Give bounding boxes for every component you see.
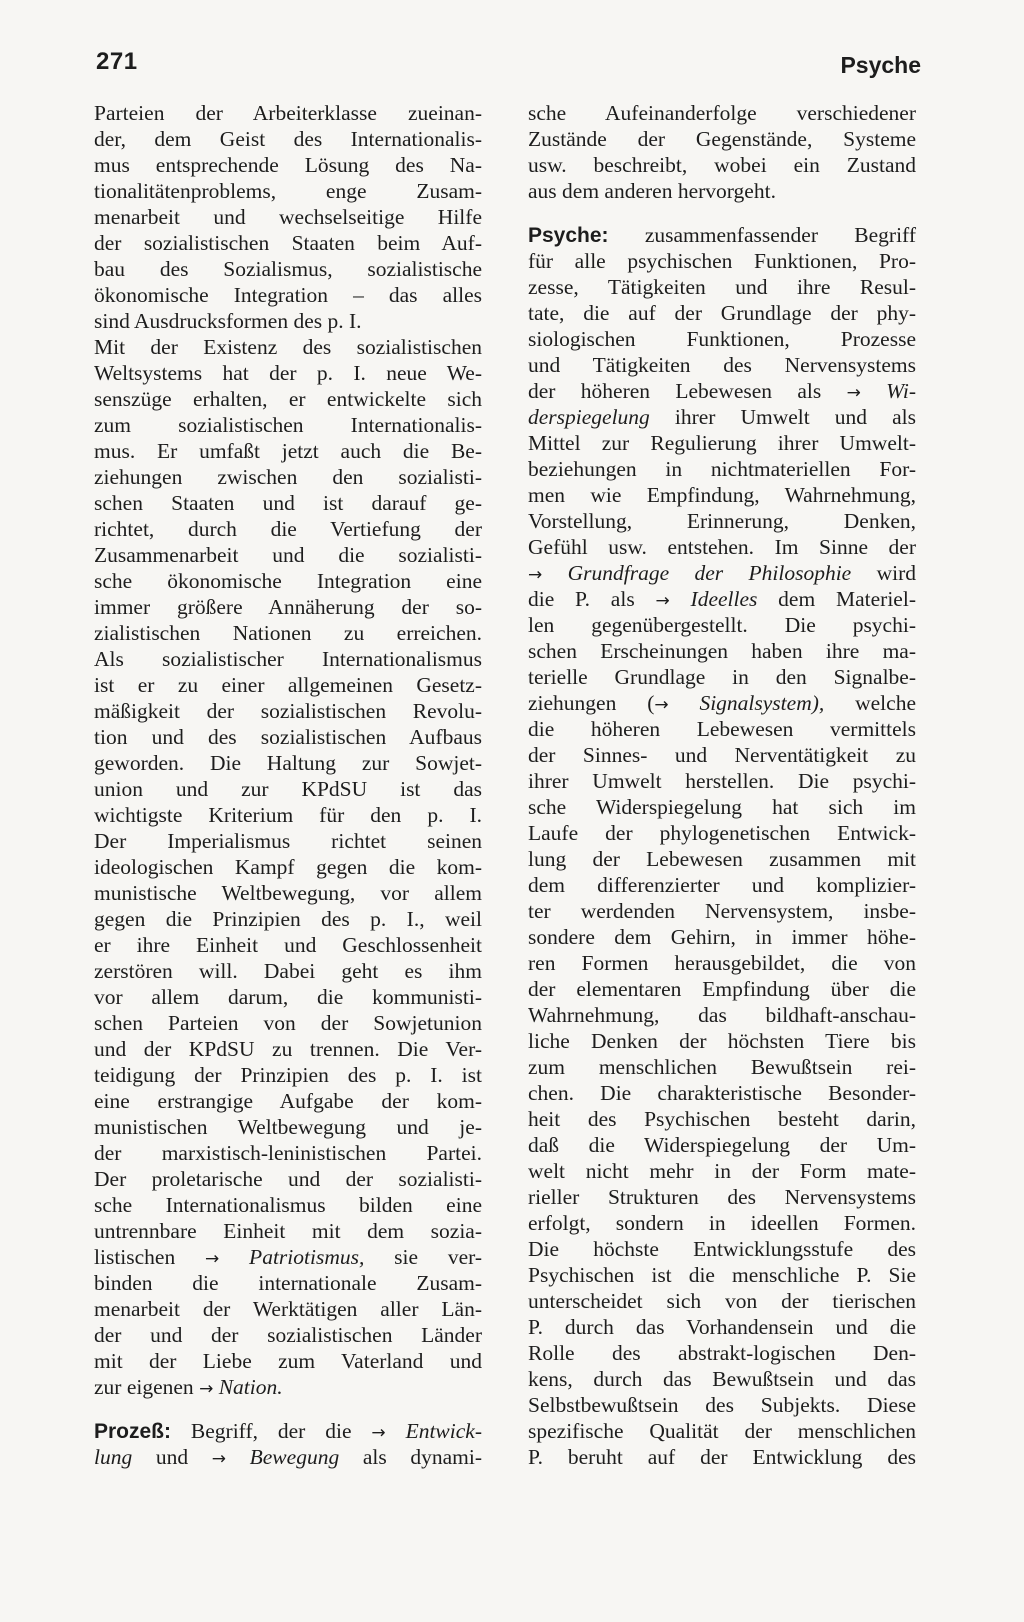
text-run: untrennbare Einheit mit dem sozia- [94, 1219, 482, 1243]
text-run: der höheren Lebewesen als [528, 379, 847, 403]
text-line [528, 1444, 916, 1470]
text-line [528, 950, 916, 976]
text-run: spezifische Qualität der menschlichen [528, 1419, 916, 1443]
text-run: menarbeit und wechselseitige Hilfe [94, 205, 482, 229]
text-line [528, 404, 916, 430]
text-line [528, 1392, 916, 1418]
text-line [94, 698, 482, 724]
text-run: mus entsprechende Lösung des Na- [94, 153, 482, 177]
text-run: und der KPdSU zu trennen. Die Ver- [94, 1037, 482, 1061]
text-line [94, 178, 482, 204]
text-run: senszüge erhalten, er entwickelte sich [94, 387, 482, 411]
text-line [528, 534, 916, 560]
text-line [94, 906, 482, 932]
cross-reference-arrow-icon: → [205, 1249, 220, 1269]
text-run: der marxistisch-leninistischen Partei. [94, 1141, 482, 1165]
text-run: der Sinnes- und Nerventätigkeit zu [528, 743, 916, 767]
text-run: Laufe der phylogenetischen Entwick- [528, 821, 916, 845]
text-line [94, 984, 482, 1010]
text-run: ideologischen Kampf gegen die kom- [94, 855, 482, 879]
entry-line [94, 1418, 482, 1444]
entry-line [94, 1444, 482, 1470]
right-column [528, 100, 916, 1470]
text-run: terielle Grundlage in den Signalbe- [528, 665, 916, 689]
text-run: zusammenfassender Begriff [608, 223, 916, 247]
text-run: tate, die auf der Grundlage der phy- [528, 301, 916, 325]
text-line [94, 594, 482, 620]
text-run: Der proletarische und der sozialisti- [94, 1167, 482, 1191]
text-line [94, 1218, 482, 1244]
text-line [94, 256, 482, 282]
text-run: vor allem darum, die kommunisti- [94, 985, 482, 1009]
text-line [94, 1348, 482, 1374]
paragraph-gap [528, 204, 916, 222]
text-line [94, 1114, 482, 1140]
text-line [94, 1322, 482, 1348]
text-line [94, 1036, 482, 1062]
text-run: ihrer Umwelt und als [649, 405, 916, 429]
text-run: zur eigenen [94, 1375, 200, 1399]
text-line [94, 1192, 482, 1218]
text-run: zum menschlichen Bewußtsein rei- [528, 1055, 916, 1079]
text-line [528, 1314, 916, 1340]
cross-reference-link: Signalsystem), [668, 691, 825, 715]
text-line [94, 802, 482, 828]
text-run: welche [824, 691, 916, 715]
text-run: Der Imperialismus richtet seinen [94, 829, 482, 853]
text-run: und Tätigkeiten des Nervensystems [528, 353, 916, 377]
text-run: ren Formen herausgebildet, die von [528, 951, 916, 975]
text-run: mus. Er umfaßt jetzt auch die Be- [94, 439, 482, 463]
text-run: daß die Widerspiegelung der Um- [528, 1133, 916, 1157]
text-line [94, 308, 482, 334]
text-run: dem Materiel- [757, 587, 916, 611]
text-run: ter werdenden Nervensystem, insbe- [528, 899, 916, 923]
text-line [94, 412, 482, 438]
text-run: Zustände der Gegenstände, Systeme [528, 127, 916, 151]
text-line [94, 100, 482, 126]
text-run: men wie Empfindung, Wahrnehmung, [528, 483, 916, 507]
text-line [528, 1418, 916, 1444]
page-number: 271 [96, 48, 138, 75]
text-line [528, 846, 916, 872]
text-run: richtet, durch die Vertiefung der [94, 517, 482, 541]
paragraph-gap [94, 1400, 482, 1418]
text-line [528, 1158, 916, 1184]
text-line [528, 1028, 916, 1054]
text-run: len gegenübergestellt. Die psychi- [528, 613, 916, 637]
text-run: zialistischen Nationen zu erreichen. [94, 621, 482, 645]
text-run: ziehungen zwischen den sozialisti- [94, 465, 482, 489]
text-run: Parteien der Arbeiterklasse zueinan- [94, 101, 482, 125]
text-run: P. durch das Vorhandensein und die [528, 1315, 916, 1339]
text-run: ist er zu einer allgemeinen Gesetz- [94, 673, 482, 697]
text-line [528, 924, 916, 950]
cross-reference-arrow-icon: → [211, 1449, 226, 1469]
text-run: die höheren Lebewesen vermittels [528, 717, 916, 741]
text-run: ziehungen ( [528, 691, 655, 715]
text-line [94, 334, 482, 360]
text-line [94, 1270, 482, 1296]
text-run: der, dem Geist des Internationalis- [94, 127, 482, 151]
text-run: erfolgt, sondern in ideellen Formen. [528, 1211, 916, 1235]
text-run: sche ökonomische Integration eine [94, 569, 482, 593]
text-run: P. beruht auf der Entwicklung des [528, 1445, 916, 1469]
text-line [528, 100, 916, 126]
text-run: wichtigste Kriterium für den p. I. [94, 803, 482, 827]
text-line [528, 1340, 916, 1366]
text-run: lung der Lebewesen zusammen mit [528, 847, 916, 871]
text-line [94, 1244, 482, 1270]
text-run: mit der Liebe zum Vaterland und [94, 1349, 482, 1373]
text-line [528, 976, 916, 1002]
text-line [94, 776, 482, 802]
text-line [528, 1288, 916, 1314]
entry-term: Psyche: [528, 224, 609, 247]
entry-term: Prozeß: [94, 1420, 172, 1443]
cross-reference-link: Nation. [213, 1375, 283, 1399]
cross-reference-link: Wi- [860, 379, 917, 403]
text-run: mäßigkeit der sozialistischen Revolu- [94, 699, 482, 723]
cross-reference-link: Entwick- [385, 1419, 482, 1443]
text-line [94, 568, 482, 594]
text-line [528, 898, 916, 924]
cross-reference-link: Grundfrage der Philosophie [542, 561, 852, 585]
text-line [528, 1132, 916, 1158]
text-run: immer größere Annäherung der so- [94, 595, 482, 619]
text-run: liche Denken der höchsten Tiere bis [528, 1029, 916, 1053]
text-line [528, 152, 916, 178]
text-line [528, 456, 916, 482]
text-line [528, 1106, 916, 1132]
text-run: ökonomische Integration – das alles [94, 283, 482, 307]
text-run: chen. Die charakteristische Besonder- [528, 1081, 916, 1105]
text-run: listischen [94, 1245, 206, 1269]
text-run: usw. beschreibt, wobei ein Zustand [528, 153, 916, 177]
text-run: kens, durch das Bewußtsein und das [528, 1367, 916, 1391]
cross-reference-link: Patriotismus, [219, 1245, 365, 1269]
text-run: eine erstrangige Aufgabe der kom- [94, 1089, 482, 1113]
cross-reference-link: lung [94, 1445, 133, 1469]
text-run: Zusammenarbeit und die sozialisti- [94, 543, 482, 567]
text-run: Die höchste Entwicklungsstufe des [528, 1237, 916, 1261]
text-line [528, 508, 916, 534]
text-line [528, 612, 916, 638]
text-line [528, 1210, 916, 1236]
text-run: gegen die Prinzipien des p. I., weil [94, 907, 482, 931]
text-line [528, 560, 916, 586]
text-run: heit des Psychischen besteht darin, [528, 1107, 916, 1131]
text-line [528, 482, 916, 508]
text-run: Gefühl usw. entstehen. Im Sinne der [528, 535, 916, 559]
text-run: rieller Strukturen des Nervensystems [528, 1185, 916, 1209]
text-line [528, 820, 916, 846]
text-run: zesse, Tätigkeiten und ihre Resul- [528, 275, 916, 299]
text-run: geworden. Die Haltung zur Sowjet- [94, 751, 482, 775]
text-run: der elementaren Empfindung über die [528, 977, 916, 1001]
text-line [94, 126, 482, 152]
text-run: munistischen Weltbewegung und je- [94, 1115, 482, 1139]
text-line [94, 1166, 482, 1192]
text-run: Psychischen ist die menschliche P. Sie [528, 1263, 916, 1287]
text-line [528, 126, 916, 152]
text-line [528, 586, 916, 612]
text-line [94, 542, 482, 568]
text-line [528, 1184, 916, 1210]
text-run: Mittel zur Regulierung ihrer Umwelt- [528, 431, 916, 455]
text-run: der und der sozialistischen Länder [94, 1323, 482, 1347]
text-run: teidigung der Prinzipien des p. I. ist [94, 1063, 482, 1087]
text-line [94, 1010, 482, 1036]
text-run: schen Staaten und ist darauf ge- [94, 491, 482, 515]
text-line [528, 326, 916, 352]
running-head: Psyche [840, 52, 921, 78]
entry-line [528, 222, 916, 248]
text-run: bau des Sozialismus, sozialistische [94, 257, 482, 281]
text-run: beziehungen in nichtmateriellen For- [528, 457, 916, 481]
text-line [528, 872, 916, 898]
text-run: Selbstbewußtsein des Subjekts. Diese [528, 1393, 916, 1417]
text-line [528, 300, 916, 326]
text-run: binden die internationale Zusam- [94, 1271, 482, 1295]
text-run: als dynami- [339, 1445, 482, 1469]
text-line [528, 1002, 916, 1028]
text-run: schen Parteien von der Sowjetunion [94, 1011, 482, 1035]
text-run: Weltsystems hat der p. I. neue We- [94, 361, 482, 385]
text-line [94, 620, 482, 646]
cross-reference-arrow-icon: → [371, 1423, 386, 1443]
text-line [94, 880, 482, 906]
text-line [94, 750, 482, 776]
text-run: sondere dem Gehirn, in immer höhe- [528, 925, 916, 949]
text-run: welt nicht mehr in der Form mate- [528, 1159, 916, 1183]
text-line [94, 490, 482, 516]
text-run: aus dem anderen hervorgeht. [528, 179, 776, 203]
text-line [94, 1296, 482, 1322]
text-run: Begriff, der die [171, 1419, 372, 1443]
text-run: die P. als [528, 587, 656, 611]
text-line [94, 724, 482, 750]
text-run: sche Widerspiegelung hat sich im [528, 795, 916, 819]
text-run: für alle psychischen Funktionen, Pro- [528, 249, 916, 273]
cross-reference-arrow-icon: → [655, 591, 670, 611]
text-line [94, 386, 482, 412]
text-line [94, 1374, 482, 1400]
text-line [528, 352, 916, 378]
text-line [528, 1054, 916, 1080]
text-line [94, 230, 482, 256]
cross-reference-arrow-icon: → [654, 695, 669, 715]
text-line [528, 248, 916, 274]
cross-reference-arrow-icon: → [199, 1379, 214, 1399]
text-line [94, 1140, 482, 1166]
text-run: wird [851, 561, 916, 585]
text-run: der sozialistischen Staaten beim Auf- [94, 231, 482, 255]
cross-reference-arrow-icon: → [528, 565, 543, 585]
left-column [94, 100, 482, 1470]
text-line [528, 1366, 916, 1392]
text-line [94, 1062, 482, 1088]
text-run: sche Aufeinanderfolge verschiedener [528, 101, 916, 125]
text-run: siologischen Funktionen, Prozesse [528, 327, 916, 351]
text-line [528, 794, 916, 820]
text-run: union und zur KPdSU ist das [94, 777, 482, 801]
text-line [94, 958, 482, 984]
text-line [528, 716, 916, 742]
text-run: dem differenzierter und komplizier- [528, 873, 916, 897]
text-run: unterscheidet sich von der tierischen [528, 1289, 916, 1313]
text-line [94, 828, 482, 854]
text-line [94, 646, 482, 672]
text-line [528, 1262, 916, 1288]
text-run: Wahrnehmung, das bildhaft-anschau- [528, 1003, 916, 1027]
cross-reference-link: derspiegelung [528, 405, 650, 429]
text-line [528, 768, 916, 794]
text-run: Als sozialistischer Internationalismus [94, 647, 482, 671]
text-run: sind Ausdrucksformen des p. I. [94, 309, 362, 333]
text-line [94, 464, 482, 490]
text-line [94, 360, 482, 386]
text-line [528, 1080, 916, 1106]
text-line [94, 516, 482, 542]
text-line [528, 690, 916, 716]
text-run: Rolle des abstrakt-logischen Den- [528, 1341, 916, 1365]
text-line [94, 438, 482, 464]
text-run: tionalitätenproblems, enge Zusam- [94, 179, 482, 203]
text-run: er ihre Einheit und Geschlossenheit [94, 933, 482, 957]
text-line [94, 672, 482, 698]
text-run: sie ver- [364, 1245, 482, 1269]
text-line [94, 152, 482, 178]
text-run: ihrer Umwelt herstellen. Die psychi- [528, 769, 916, 793]
text-line [528, 274, 916, 300]
text-line [528, 638, 916, 664]
text-line [94, 1088, 482, 1114]
text-run: zerstören will. Dabei geht es ihm [94, 959, 482, 983]
text-run: zum sozialistischen Internationalis- [94, 413, 482, 437]
cross-reference-arrow-icon: → [846, 383, 861, 403]
text-run: schen Erscheinungen haben ihre ma- [528, 639, 916, 663]
text-line [94, 854, 482, 880]
text-line [528, 430, 916, 456]
text-run: und [132, 1445, 212, 1469]
text-run: munistische Weltbewegung, vor allem [94, 881, 482, 905]
text-run: sche Internationalismus bilden eine [94, 1193, 482, 1217]
cross-reference-link: Bewegung [226, 1445, 340, 1469]
text-run: menarbeit der Werktätigen aller Län- [94, 1297, 482, 1321]
cross-reference-link: Ideelles [669, 587, 758, 611]
text-line [528, 1236, 916, 1262]
text-line [528, 664, 916, 690]
text-line [94, 282, 482, 308]
text-run: Vorstellung, Erinnerung, Denken, [528, 509, 916, 533]
text-line [94, 932, 482, 958]
text-line [528, 178, 916, 204]
text-line [528, 742, 916, 768]
text-line [528, 378, 916, 404]
text-run: tion und des sozialistischen Aufbaus [94, 725, 482, 749]
text-line [94, 204, 482, 230]
text-run: Mit der Existenz des sozialistischen [94, 335, 482, 359]
